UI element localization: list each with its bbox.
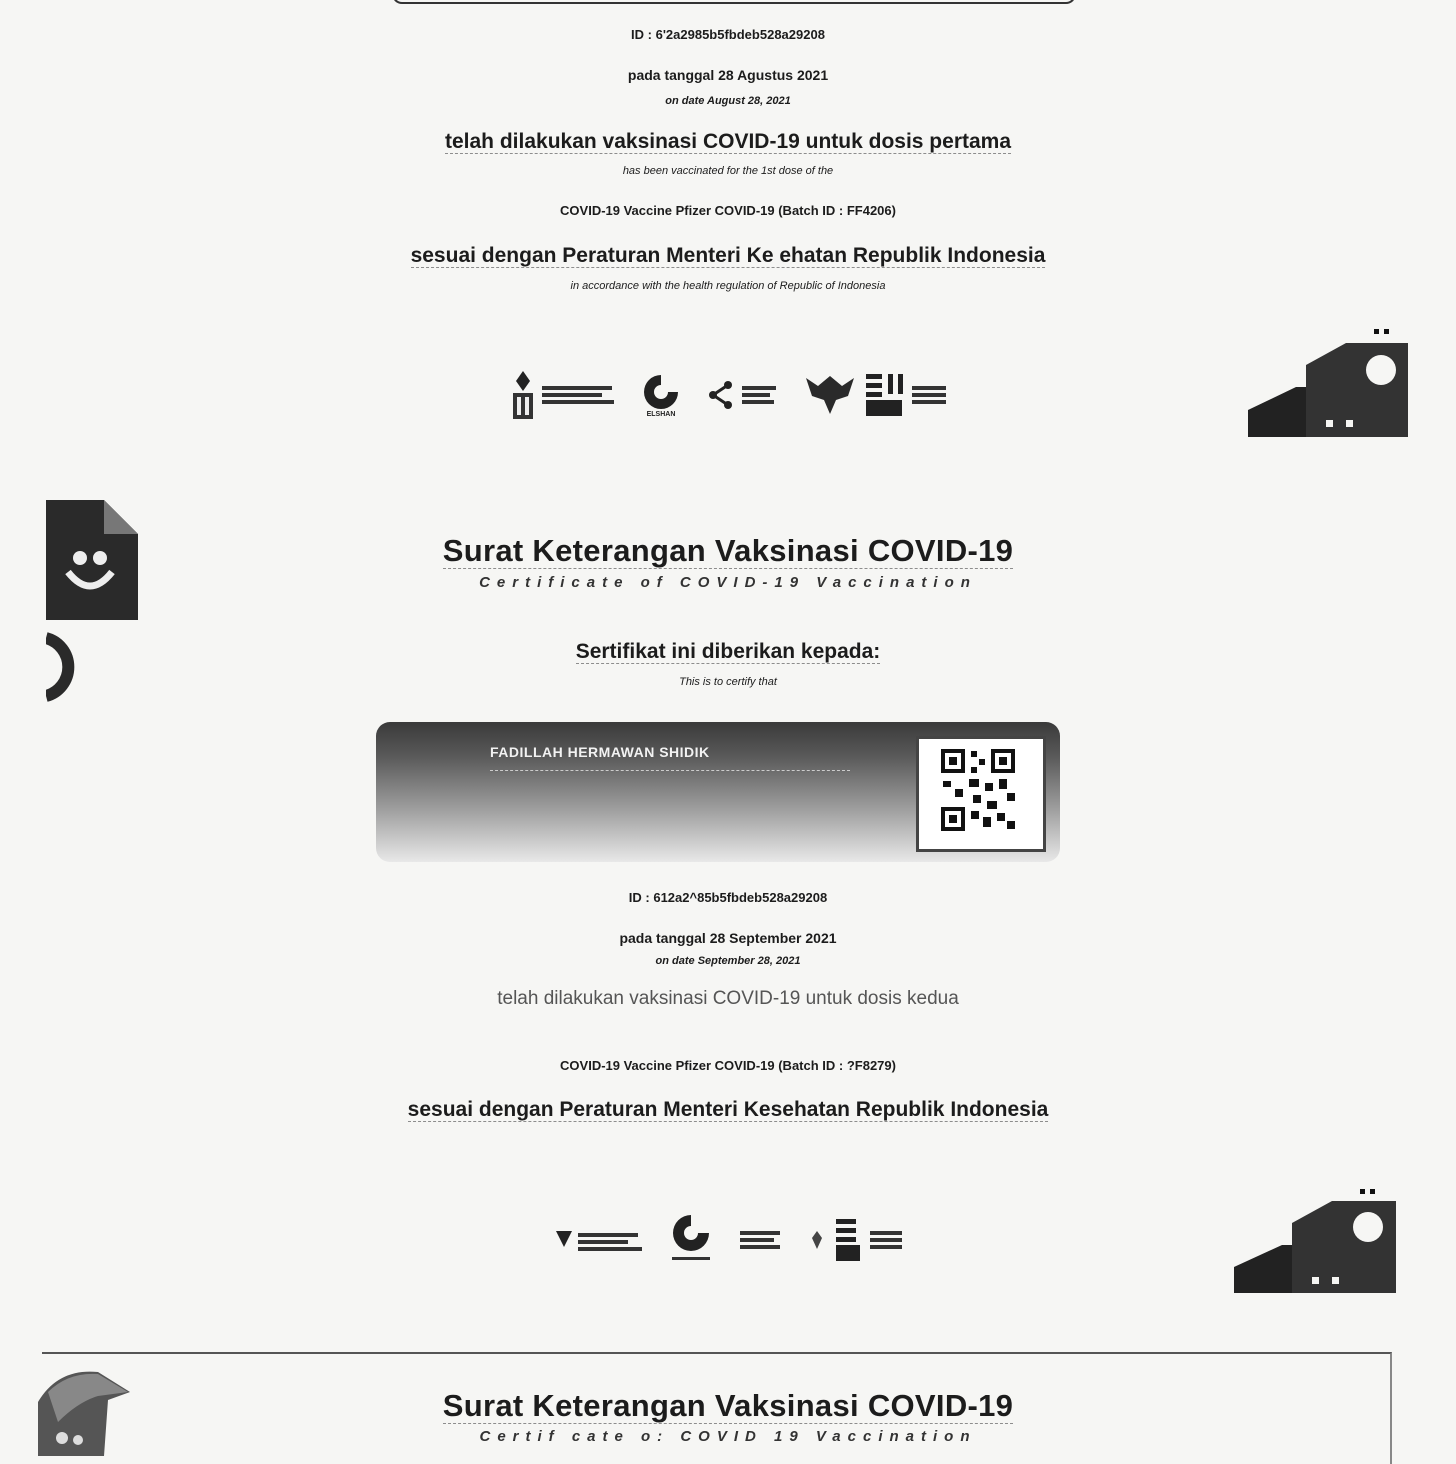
cert2-given-to: Sertifikat ini diberikan kepada: xyxy=(575,640,881,663)
cert1-logo-row xyxy=(0,365,1456,425)
cert2-title-en: Certificate of COVID-19 Vaccination xyxy=(479,574,977,591)
qr-code-frame xyxy=(916,736,1046,852)
cert1-vaccination-en: has been vaccinated for the 1st dose of the xyxy=(622,165,834,177)
cert1-regulation: sesuai dengan Peraturan Menteri Ke ehatan Republik Indonesia xyxy=(410,244,1046,267)
cert1-date: pada tanggal 28 Agustus 2021 xyxy=(627,67,829,83)
cert2-regulation: sesuai dengan Peraturan Menteri Kesehatan Republik Indonesia xyxy=(407,1098,1049,1121)
cert2-date: pada tanggal 28 September 2021 xyxy=(619,930,837,946)
share-logo-icon xyxy=(740,1231,780,1249)
emblem-caption: ELSHAN xyxy=(646,410,676,418)
share-logo-icon xyxy=(708,380,776,410)
cert1-vaccination-line: telah dilakukan vaksinasi COVID-19 untuk dosis pertama xyxy=(444,130,1012,153)
cert1-card-bottom-edge xyxy=(392,0,1076,4)
cert2-vaccination-line: telah dilakukan vaksinasi COVID-19 untuk dosis kedua xyxy=(497,988,959,1009)
cert2-given-to-en: This is to certify that xyxy=(679,676,777,688)
kemenkes-logo-icon xyxy=(554,1229,642,1251)
name-underline xyxy=(490,770,850,771)
ministry-emblem-icon xyxy=(668,1213,714,1268)
cert3-title: Surat Keterangan Vaksinasi COVID-19 xyxy=(442,1388,1014,1423)
cert2-date-en: on date September 28, 2021 xyxy=(655,955,801,967)
cert3-title-en: Certif cate o: COVID 19 Vaccination xyxy=(479,1428,977,1445)
cert1-vaccine-info: COVID-19 Vaccine Pfizer COVID-19 (Batch ID : FF4206) xyxy=(560,203,896,218)
qr-code-icon xyxy=(919,739,1037,843)
cert1-id: ID : 6'2a2985b5fbdeb528a29208 xyxy=(631,27,825,42)
garuda-bumn-logo-icon xyxy=(806,1217,902,1263)
ministry-emblem-icon xyxy=(640,373,682,418)
cert2-title: Surat Keterangan Vaksinasi COVID-19 xyxy=(442,533,1014,568)
cert2-vaccine-info: COVID-19 Vaccine Pfizer COVID-19 (Batch ID : ?F8279) xyxy=(560,1058,896,1073)
kemenkes-logo-icon xyxy=(510,369,614,421)
cert2-id: ID : 612a2^85b5fbdeb528a29208 xyxy=(628,890,828,905)
cert2-name-card xyxy=(376,722,1060,862)
garuda-bumn-logo-icon xyxy=(802,370,946,420)
cert2-holder-name: FADILLAH HERMAWAN SHIDIK xyxy=(490,744,710,760)
pedulilindungi-logo-icon xyxy=(1232,1185,1398,1297)
pedulilindungi-logo-icon xyxy=(1246,325,1412,440)
cert1-date-en: on date August 28, 2021 xyxy=(665,95,791,107)
cert1-regulation-en: in accordance with the health regulation of Republic of Indonesia xyxy=(570,280,886,292)
